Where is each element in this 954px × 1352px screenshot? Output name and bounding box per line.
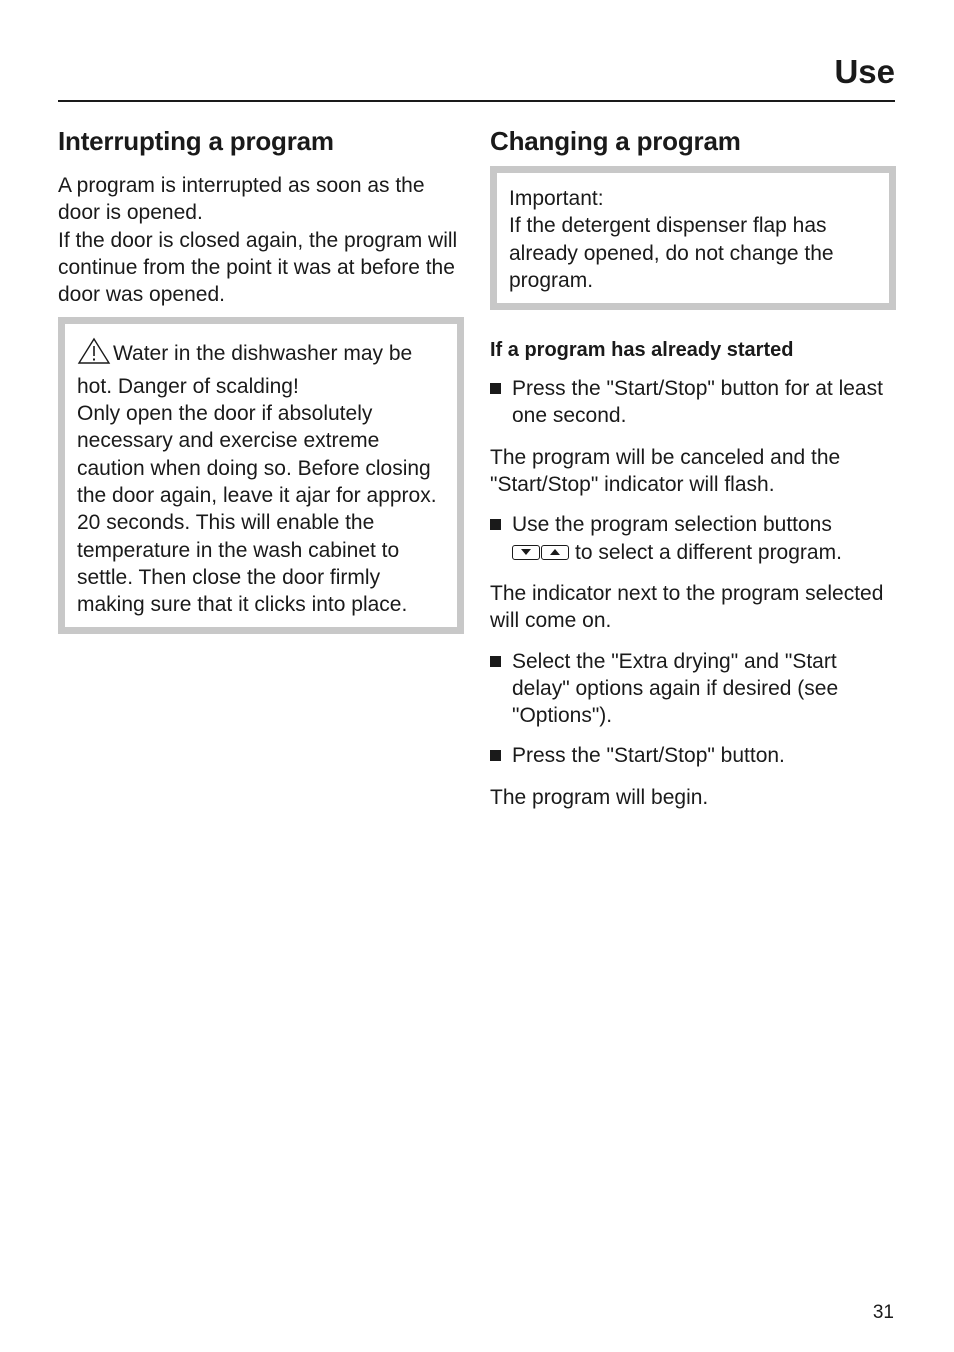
up-arrow-button-icon — [541, 545, 569, 560]
step-4-text: Press the "Start/Stop" button. — [512, 744, 785, 768]
step-2-text — [512, 511, 896, 566]
result-1-text: The program will be canceled and the "Start/Stop" indicator will flash. — [490, 445, 841, 497]
changing-section — [490, 124, 896, 811]
step-list-item — [490, 511, 896, 566]
step-list-item — [490, 375, 896, 430]
interrupting-heading: Interrupting a program — [58, 126, 334, 156]
interrupting-section — [58, 124, 464, 634]
intro-paragraph-1: A program is interrupted as soon as the door is opened. — [58, 174, 425, 225]
important-label: Important: — [509, 187, 604, 210]
step-list-item — [490, 742, 896, 769]
down-arrow-button-icon — [512, 545, 540, 560]
warning-text — [77, 337, 445, 618]
bullet-square-icon — [490, 742, 512, 761]
page-header — [58, 48, 895, 102]
step-1-text: Press the "Start/Stop" button for at least one second. — [512, 377, 883, 428]
intro-paragraph-2: If the door is closed again, the program will continue from the point it was at before the door was opened. — [58, 228, 458, 307]
step-2-suffix: to select a different program. — [575, 540, 842, 564]
section-title: Use — [834, 53, 895, 90]
result-2-text: The indicator next to the program selected will come on. — [490, 581, 884, 633]
bullet-square-icon — [490, 648, 512, 667]
warning-text-first: Water in the dishwasher may be hot. Danger of scalding! — [77, 342, 413, 398]
warning-text-rest: Only open the door if absolutely necessary and exercise extreme caution when doing so. Before closing the door again, leave it ajar for approx. 20 seconds. This will enable the temperature in the wash cabinet to settle. Then close the door firmly making sure that it clicks into place. — [77, 402, 437, 617]
step-list-item — [490, 648, 896, 730]
started-sub-heading: If a program has already started — [490, 339, 794, 362]
changing-heading: Changing a program — [490, 126, 741, 156]
selection-buttons-icon — [512, 539, 569, 566]
important-text: If the detergent dispenser flap has already opened, do not change the program. — [509, 214, 834, 292]
bullet-square-icon — [490, 375, 512, 394]
bullet-square-icon — [490, 511, 512, 530]
warning-box — [58, 317, 464, 634]
important-box — [490, 166, 896, 310]
page-number: 31 — [872, 1302, 894, 1323]
step-2-prefix: Use the program selection buttons — [512, 513, 832, 537]
step-3-text: Select the "Extra drying" and "Start delay" options again if desired (see "Options"). — [512, 649, 839, 728]
result-3-text: The program will begin. — [490, 785, 709, 809]
warning-triangle-icon — [77, 337, 111, 372]
